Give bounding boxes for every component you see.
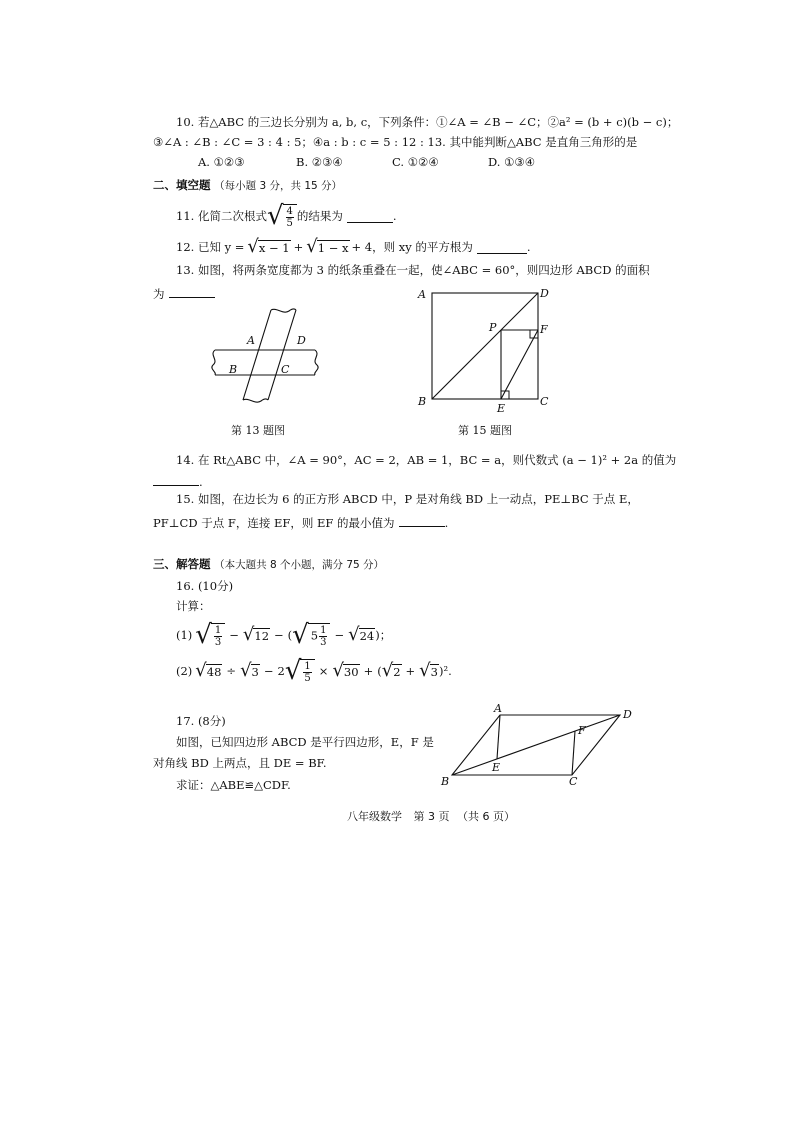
fig13-caption: 第 13 题图: [231, 424, 285, 437]
q12-radical-1: √ x − 1: [247, 236, 290, 257]
figure-15: [412, 285, 562, 415]
fig17-label-b: B: [441, 775, 450, 788]
footer-subject: 八年级数学: [347, 810, 402, 823]
q10-option-a: A. ①②③: [198, 155, 245, 169]
q17-line2: 对角线 BD 上两点，且 DE = BF.: [153, 756, 327, 770]
q10-line2: ③∠A : ∠B : ∠C = 3 : 4 : 5；④a : b : c = 5 : 12 : 13. 其中能判断△ABC 是直角三角形的是: [153, 135, 638, 149]
section3-header: [153, 556, 384, 573]
q14-line1: 14. 在 Rt△ABC 中，∠A = 90°，AC = 2，AB = 1，BC = a，则代数式 (a − 1)² + 2a 的值为: [176, 453, 677, 467]
q12-answer-blank[interactable]: [477, 241, 527, 254]
q16-instruction: 计算：: [176, 599, 211, 613]
q13-line2: 为: [153, 285, 215, 302]
q16-part2: (2) √ 48 ÷ √ 3 − 2 √ $\frac{1}{5}$ × √ 30 + ( √ 2 + √ 3 )² .: [176, 656, 452, 686]
section3-note: （本大题共 8 个小题，满分 75 分）: [214, 559, 385, 571]
q11-prefix: 11. 化简二次根式: [176, 209, 267, 223]
fig17-label-e: E: [492, 761, 501, 774]
q15-line2: PF⊥CD 于点 F，连接 EF，则 EF 的最小值为 .: [153, 516, 449, 530]
q15-line1: 15. 如图，在边长为 6 的正方形 ABCD 中，P 是对角线 BD 上一动点，PE⊥BC 于点 E，: [176, 492, 639, 506]
fig15-label-a: A: [418, 288, 426, 301]
q12: 12. 已知 y = √ x − 1 + √ 1 − x + 4，则 xy 的平方根为 .: [176, 236, 531, 257]
fig13-label-c: C: [281, 363, 290, 376]
section2-title: 二、填空题: [153, 178, 211, 192]
fig15-label-b: B: [418, 395, 427, 408]
q14-line2: .: [153, 473, 203, 490]
fig13-label-b: B: [229, 363, 238, 376]
fig15-label-d: D: [540, 287, 549, 300]
q11-answer-blank[interactable]: [347, 210, 393, 223]
q12-prefix: 12. 已知 y =: [176, 240, 245, 254]
fig15-label-p: P: [489, 321, 497, 334]
q12-suffix: + 4，则 xy 的平方根为: [351, 240, 473, 254]
footer-page: 第 3 页: [413, 810, 450, 823]
q10-line1: 10. 若△ABC 的三边长分别为 a, b, c，下列条件：①∠A = ∠B − ∠C；②a² = (b + c)(b − c)；: [176, 115, 679, 129]
q17-line3: 求证：△ABE≌△CDF.: [176, 778, 291, 792]
fig13-label-a: A: [247, 334, 255, 347]
q17-title: 17. (8分): [176, 714, 226, 728]
q17-line1: 如图，已知四边形 ABCD 是平行四边形，E，F 是: [176, 735, 434, 749]
q13-answer-blank[interactable]: [169, 285, 215, 298]
fig15-label-f: F: [540, 323, 548, 336]
q13-line1: 13. 如图，将两条宽度都为 3 的纸条重叠在一起，使∠ABC = 60°，则四边形 ABCD 的面积: [176, 263, 650, 277]
q12-radical-2: √ 1 − x: [306, 236, 349, 257]
fig17-label-a: A: [494, 702, 502, 715]
fig17-label-d: D: [623, 708, 632, 721]
q15-answer-blank[interactable]: [399, 514, 445, 527]
q11: 11. 化简二次根式 √ $\frac{4}{5}$ 的结果为 .: [176, 201, 397, 231]
q16-title: 16. (10分): [176, 579, 234, 593]
fig15-label-e: E: [497, 402, 506, 415]
q10-option-d: D. ①③④: [488, 155, 536, 169]
q11-denominator: 5: [286, 217, 293, 229]
q10-option-b: B. ②③④: [296, 155, 343, 169]
section3-title: 三、解答题: [153, 557, 211, 571]
section2-note: （每小题 3 分，共 15 分）: [214, 180, 343, 192]
q10-option-c: C. ①②④: [392, 155, 439, 169]
figure-17: [438, 703, 638, 788]
q14-answer-blank[interactable]: [153, 473, 199, 486]
section2-header: [153, 177, 342, 194]
q16-part1: (1) √ $\frac{1}{3}$ − √ 12 − ( √ 5 $\frac{1}{3}$ − √ 24 )；: [176, 620, 392, 650]
fig17-label-c: C: [569, 775, 578, 788]
q11-fraction: [286, 206, 294, 229]
page-footer: [347, 808, 515, 824]
figure-13: [205, 305, 325, 405]
q11-suffix: 的结果为: [296, 209, 343, 223]
q11-radical: √ $\frac{4}{5}$: [267, 204, 297, 229]
fig13-label-d: D: [297, 334, 306, 347]
fig17-label-f: F: [578, 724, 586, 737]
footer-total: （共 6 页）: [457, 810, 515, 823]
fig15-label-c: C: [540, 395, 549, 408]
q11-numerator: 4: [286, 205, 293, 217]
fig15-caption: 第 15 题图: [458, 424, 512, 437]
